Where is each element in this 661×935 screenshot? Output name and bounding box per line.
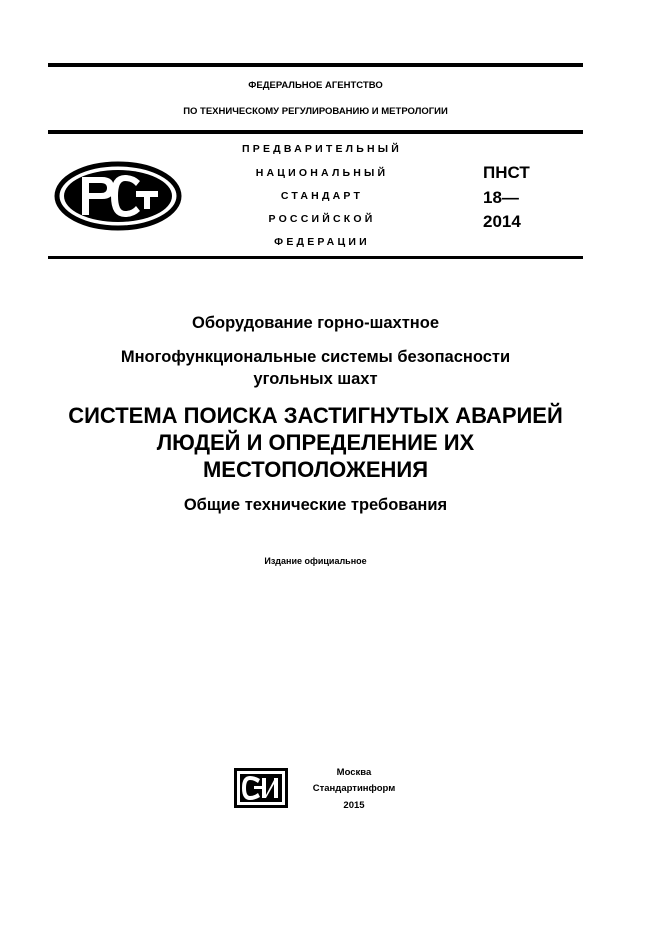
standard-type-line4: РОССИЙСКОЙ: [268, 213, 376, 225]
agency-name-line1: ФЕДЕРАЛЬНОЕ АГЕНТСТВО: [248, 80, 383, 91]
standard-type-line5: ФЕДЕРАЦИИ: [274, 236, 370, 248]
bottom-rule: [48, 256, 583, 259]
systems-title-line1: Многофункциональные системы безопасности: [120, 348, 511, 366]
standard-designation-number: 18—: [483, 188, 519, 207]
agency-name-line2: ПО ТЕХНИЧЕСКОМУ РЕГУЛИРОВАНИЮ И МЕТРОЛОГИИ: [183, 106, 448, 117]
systems-title-line2: угольных шахт: [253, 370, 378, 388]
edition-note: Издание официальное: [264, 556, 367, 566]
standartinform-logo-icon: [234, 768, 288, 808]
standard-type-line1: ПРЕДВАРИТЕЛЬНЫЙ: [242, 143, 402, 155]
standard-type-line3: СТАНДАРТ: [280, 190, 364, 202]
rst-gost-logo-icon: [54, 161, 182, 231]
publisher-name: Стандартинформ: [312, 783, 396, 794]
publication-year: 2015: [343, 800, 365, 811]
standard-type-line2: НАЦИОНАЛЬНЫЙ: [255, 167, 389, 179]
equipment-title: Оборудование горно-шахтное: [191, 314, 440, 332]
middle-rule: [48, 130, 583, 134]
main-title-line2: ЛЮДЕЙ И ОПРЕДЕЛЕНИЕ ИХ: [156, 430, 475, 455]
main-title-line1: СИСТЕМА ПОИСКА ЗАСТИГНУТЫХ АВАРИЕЙ: [68, 403, 563, 428]
systems-title: [48, 346, 583, 390]
main-title: [48, 402, 583, 483]
standard-designation-prefix: ПНСТ: [483, 163, 530, 182]
top-rule: [48, 63, 583, 67]
publisher-city: Москва: [336, 767, 372, 778]
general-requirements-title: Общие технические требования: [183, 496, 448, 514]
standard-designation-year: 2014: [483, 212, 521, 231]
main-title-line3: МЕСТОПОЛОЖЕНИЯ: [202, 457, 429, 482]
